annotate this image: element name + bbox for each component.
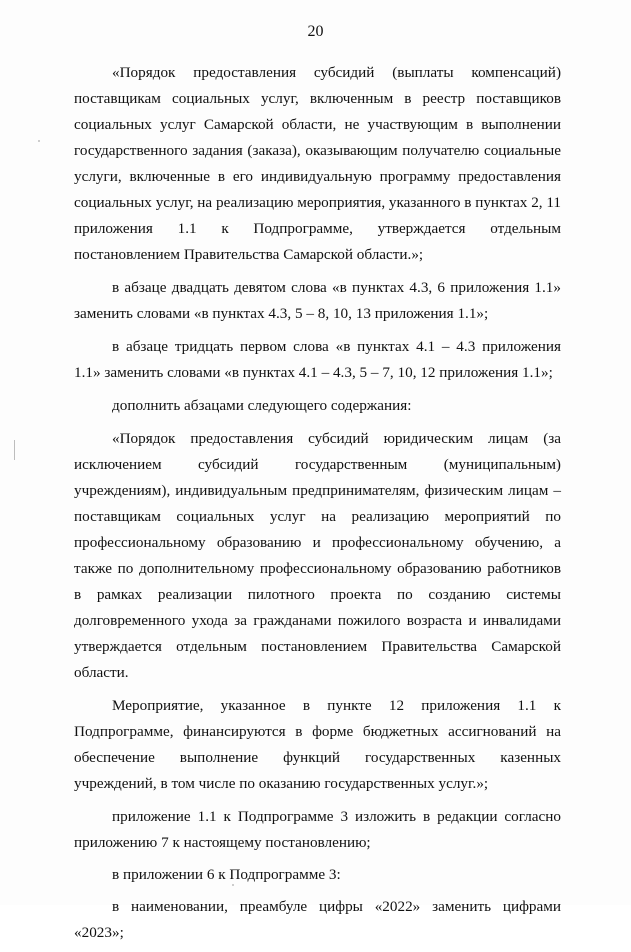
paragraph-appendix-1-1: приложение 1.1 к Подпрограмме 3 изложить в редакции согласно приложению 7 к настоящему постановлению; — [74, 808, 561, 851]
scan-artifact — [14, 440, 15, 460]
paragraph-subsidy-order-training: «Порядок предоставления субсидий юридическим лицам (за исключением субсидий государственным (муниципальным) учреждениям), индивидуальным предпринимателям, физическим лицам – поставщикам социальных услуг на реализацию мероприятий по профессиональному образованию и профессиональному обучению, а также по дополнительному профессиональному образованию работников в рамках реализации пилотного проекта по созданию системы долговременного ухода за гражданами пожилого возраста и инвалидами утверждается отдельным постановлением Правительства Самарской области. — [74, 430, 561, 681]
scan-artifact — [232, 884, 234, 886]
page-number: 20 — [307, 23, 324, 40]
paragraph-amend-31st: в абзаце тридцать первом слова «в пунктах 4.1 – 4.3 приложения 1.1» заменить словами «в пунктах 4.1 – 4.3, 5 – 7, 10, 12 приложения 1.1»; — [74, 338, 561, 381]
paragraph-amend-29th: в абзаце двадцать девятом слова «в пунктах 4.3, 6 приложения 1.1» заменить словами «в пунктах 4.3, 5 – 8, 10, 13 приложения 1.1»; — [74, 279, 561, 322]
paragraph-subsidy-order-providers: «Порядок предоставления субсидий (выплаты компенсаций) поставщикам социальных услуг, включенным в реестр поставщиков социальных услуг Самарской области, не участвующим в выполнении государственного задания (заказа), оказывающим получателю социальные услуги, включенные в его индивидуальную программу предоставления социальных услуг, на реализацию мероприятия, указанного в пунктах 2, 11 приложения 1.1 к Подпрограмме, утверждается отдельным постановлением Правительства Самарской области.»; — [74, 64, 562, 263]
paragraph-supplement-intro: дополнить абзацами следующего содержания: — [112, 397, 412, 414]
scan-artifact — [38, 140, 40, 142]
paragraph-replace-year: в наименовании, преамбуле цифры «2022» заменить цифрами «2023»; — [74, 898, 561, 941]
paragraph-appendix-6: в приложении 6 к Подпрограмме 3: — [112, 866, 341, 883]
paragraph-measure-12: Мероприятие, указанное в пункте 12 приложения 1.1 к Подпрограмме, финансируются в форме бюджетных ассигнований на обеспечение выполнение функций государственных казенных учреждений, в том числе по оказанию государственных услуг.»; — [74, 697, 561, 792]
document-body — [74, 60, 561, 952]
